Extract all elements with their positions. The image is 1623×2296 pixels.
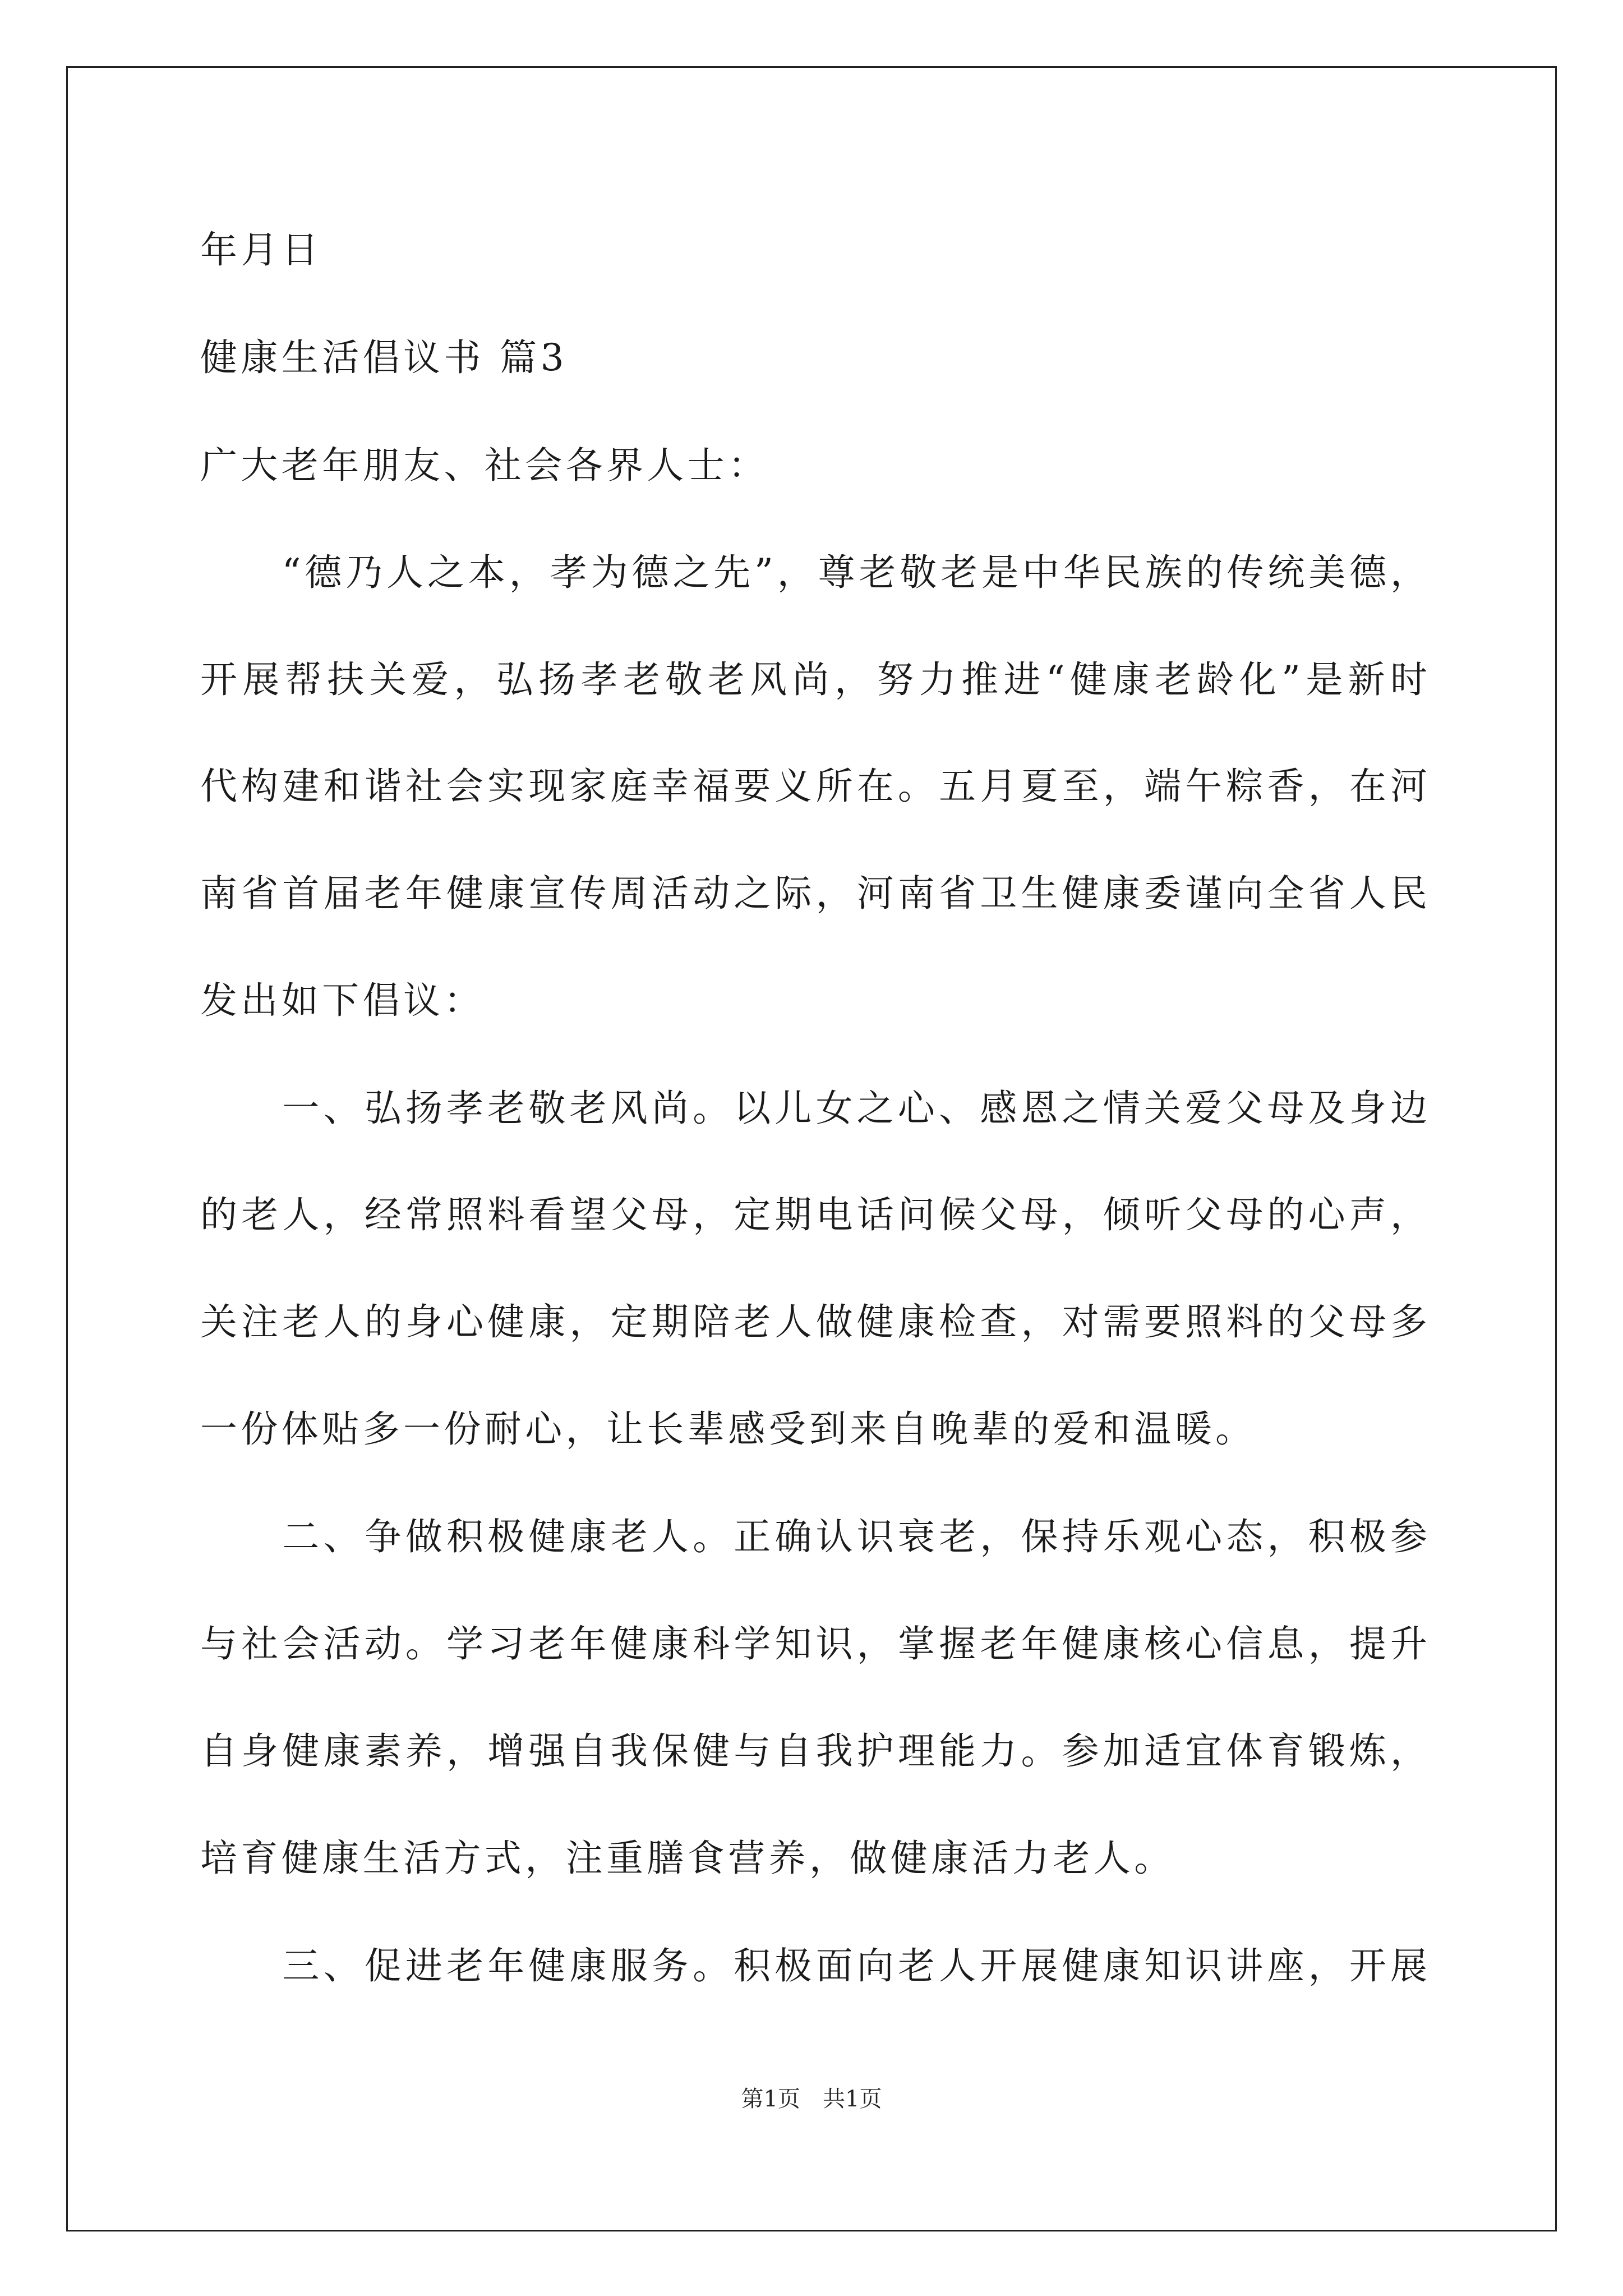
- paragraph-line: 三、促进老年健康服务。积极面向老人开展健康知识讲座，开展: [200, 1944, 1427, 1987]
- salutation: 广大老年朋友、社会各界人士：: [200, 444, 769, 487]
- paragraph-line: 二、争做积极健康老人。正确认识衰老，保持乐观心态，积极参: [200, 1515, 1427, 1558]
- section-heading: 健康生活倡议书 篇3: [200, 336, 568, 379]
- paragraph-line: 培育健康生活方式，注重膳食营养，做健康活力老人。: [200, 1837, 1175, 1880]
- page-border: [66, 66, 1557, 2231]
- paragraph-line: 关注老人的身心健康，定期陪老人做健康检查，对需要照料的父母多: [200, 1300, 1427, 1343]
- paragraph-line: 自身健康素养，增强自我保健与自我护理能力。参加适宜体育锻炼，: [200, 1729, 1427, 1773]
- paragraph-line: 发出如下倡议：: [200, 979, 485, 1022]
- paragraph-line: 一份体贴多一份耐心，让长辈感受到来自晚辈的爱和温暖。: [200, 1407, 1256, 1451]
- page-footer: 第1页 共1页: [741, 2086, 882, 2112]
- paragraph-line: 南省首届老年健康宣传周活动之际，河南省卫生健康委谨向全省人民: [200, 872, 1427, 915]
- date-line: 年月日: [200, 228, 322, 272]
- paragraph-line: 一、弘扬孝老敬老风尚。以儿女之心、感恩之情关爱父母及身边: [200, 1087, 1427, 1130]
- paragraph-line: 开展帮扶关爱，弘扬孝老敬老风尚，努力推进“健康老龄化”是新时: [200, 658, 1427, 701]
- paragraph-line: 与社会活动。学习老年健康科学知识，掌握老年健康核心信息，提升: [200, 1622, 1427, 1665]
- paragraph-line: “德乃人之本，孝为德之先”，尊老敬老是中华民族的传统美德，: [200, 551, 1427, 594]
- paragraph-line: 的老人，经常照料看望父母，定期电话问候父母，倾听父母的心声，: [200, 1193, 1427, 1236]
- paragraph-line: 代构建和谐社会实现家庭幸福要义所在。五月夏至，端午粽香，在河: [200, 765, 1427, 808]
